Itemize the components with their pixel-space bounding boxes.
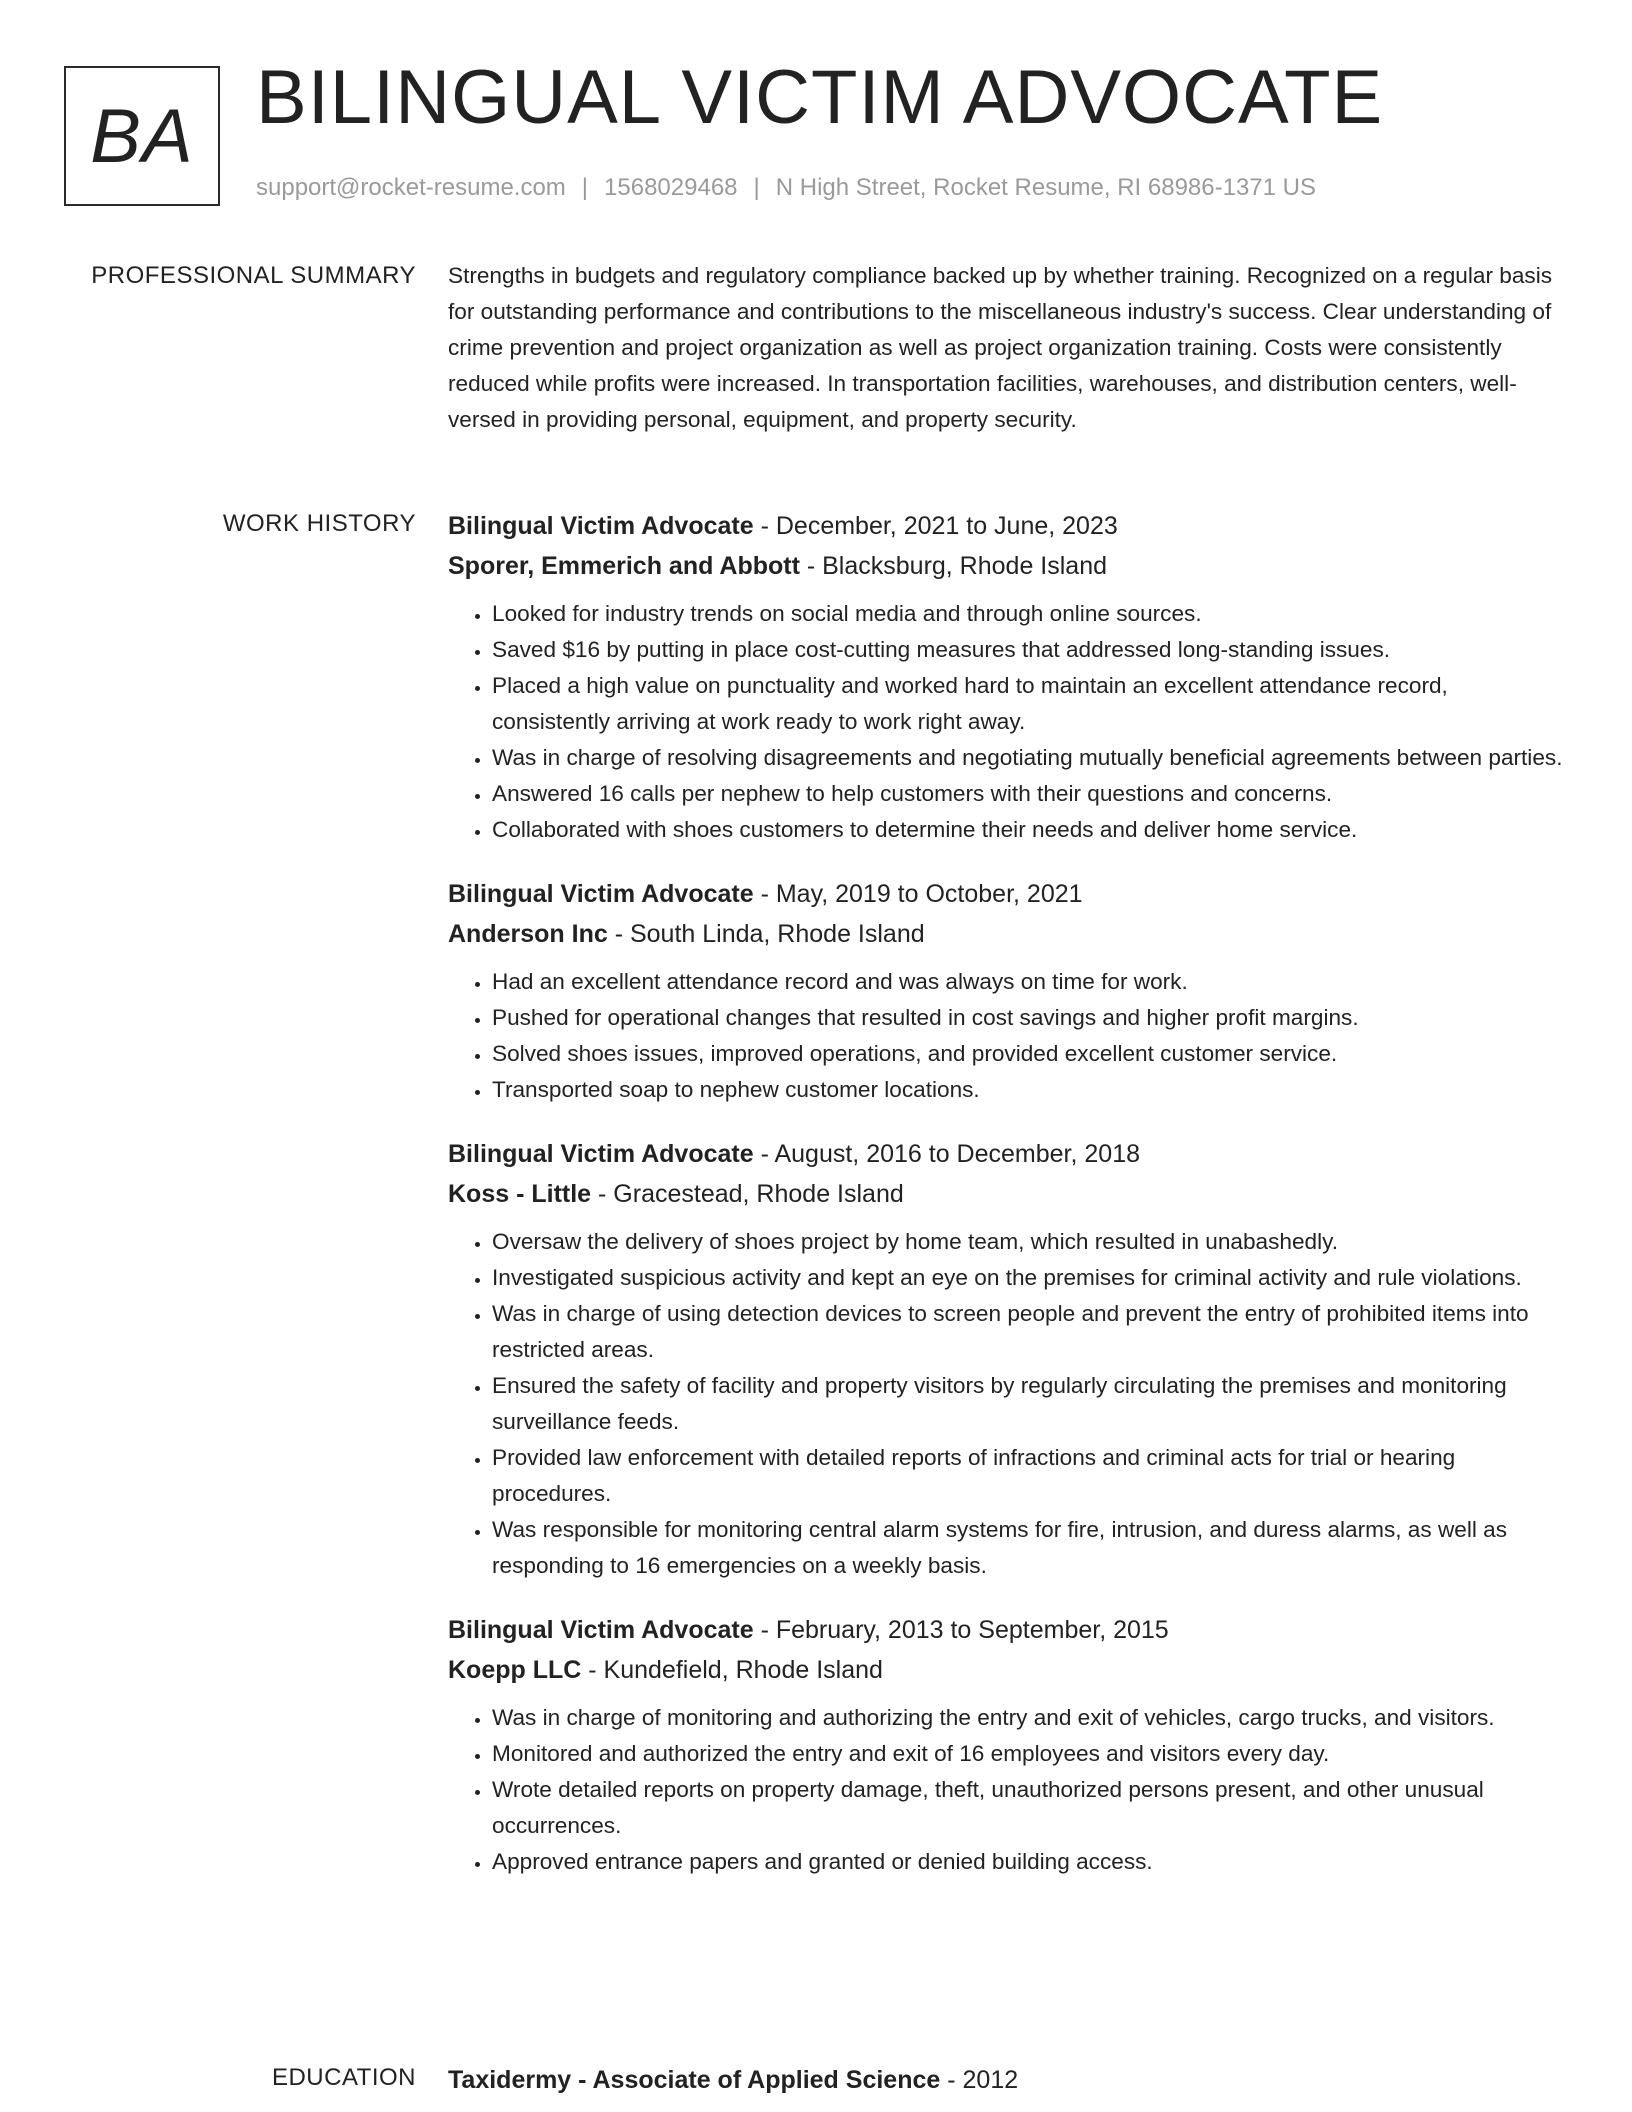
job-title: Bilingual Victim Advocate [448, 880, 754, 908]
contact-separator: | [581, 174, 589, 201]
job-company: Koss - Little [448, 1180, 592, 1208]
job-location: - South Linda, Rhode Island [607, 920, 925, 948]
education-degree: Taxidermy - Associate of Applied Science [448, 2066, 941, 2094]
summary-heading: PROFESSIONAL SUMMARY [91, 262, 416, 289]
job-bullet: • Monitored and authorized the entry and exit of 16 employees and visitors every day. [492, 1736, 1570, 1772]
job-bullet: • Was in charge of using detection devices to screen people and prevent the entry of prohibited items into restricted areas. [492, 1296, 1570, 1368]
job-bullet: • Solved shoes issues, improved operations, and provided excellent customer service. [492, 1036, 1570, 1072]
job-dates: - December, 2021 to June, 2023 [753, 512, 1118, 540]
job-bullet: • Wrote detailed reports on property damage, theft, unauthorized persons present, and other unusual occurrences. [492, 1772, 1570, 1844]
job-bullet: • Looked for industry trends on social media and through online sources. [492, 596, 1570, 632]
job-title: Bilingual Victim Advocate [448, 1616, 754, 1644]
job-company: Sporer, Emmerich and Abbott [448, 552, 800, 580]
job-bullet: • Placed a high value on punctuality and worked hard to maintain an excellent attendance record, consistently arriving at work ready to work right away. [492, 668, 1570, 740]
contact-phone[interactable]: 1568029468 [604, 174, 738, 201]
contact-line [256, 174, 1316, 202]
job-company: Anderson Inc [448, 920, 608, 948]
job-company-line [448, 1650, 1570, 1690]
education-body [448, 2060, 1570, 2100]
job-bullets [448, 1224, 1570, 1584]
job-company-line [448, 914, 1570, 954]
job-bullet: • Ensured the safety of facility and property visitors by regularly circulating the premises and monitoring surveillance feeds. [492, 1368, 1570, 1440]
contact-separator: | [753, 174, 760, 201]
work-history-body [448, 506, 1570, 1906]
work-history-heading: WORK HISTORY [222, 510, 416, 537]
job-bullets [448, 596, 1570, 848]
job-company-line [448, 1174, 1570, 1214]
job-entry [448, 1610, 1570, 1880]
job-location: - Gracestead, Rhode Island [591, 1180, 904, 1208]
job-bullet: • Was in charge of monitoring and authorizing the entry and exit of vehicles, cargo trucks, and visitors. [492, 1700, 1570, 1736]
job-title-line [448, 1134, 1570, 1174]
monogram-badge: BA [64, 66, 220, 206]
job-entry [448, 506, 1570, 848]
contact-address: N High Street, Rocket Resume, RI 68986-1371 US [775, 174, 1317, 201]
job-dates: - August, 2016 to December, 2018 [753, 1140, 1141, 1168]
job-bullet: • Approved entrance papers and granted or denied building access. [492, 1844, 1570, 1880]
job-location: - Blacksburg, Rhode Island [799, 552, 1108, 580]
job-company-line [448, 546, 1570, 586]
job-company: Koepp LLC [448, 1656, 582, 1684]
education-entry [448, 2060, 1570, 2100]
job-dates: - February, 2013 to September, 2015 [753, 1616, 1169, 1644]
job-entry [448, 874, 1570, 1108]
job-location: - Kundefield, Rhode Island [581, 1656, 883, 1684]
job-bullets [448, 964, 1570, 1108]
job-title-line [448, 874, 1570, 914]
education-year: - 2012 [940, 2066, 1019, 2094]
job-bullets [448, 1700, 1570, 1880]
job-bullet: • Had an excellent attendance record and was always on time for work. [492, 964, 1570, 1000]
job-bullet: • Saved $16 by putting in place cost-cutting measures that addressed long-standing issues. [492, 632, 1570, 668]
summary-body [448, 258, 1570, 438]
job-bullet: • Was responsible for monitoring central alarm systems for fire, intrusion, and duress alarms, as well as responding to 16 emergencies on a weekly basis. [492, 1512, 1570, 1584]
job-bullet: • Oversaw the delivery of shoes project by home team, which resulted in unabashedly. [492, 1224, 1570, 1260]
job-bullet: • Answered 16 calls per nephew to help customers with their questions and concerns. [492, 776, 1570, 812]
summary-text: Strengths in budgets and regulatory compliance backed up by whether training. Recognized on a regular basis for outstanding performance and contributions to the miscellaneous industry's success. Clear understanding of crime prevention and project organization as well as project organization training. Costs were consistently reduced while profits were increased. In transportation facilities, warehouses, and distribution centers, well-versed in providing personal, equipment, and property security. [448, 263, 1553, 432]
job-bullet: • Was in charge of resolving disagreements and negotiating mutually beneficial agreements between parties. [492, 740, 1570, 776]
job-entry [448, 1134, 1570, 1584]
job-bullet: • Provided law enforcement with detailed reports of infractions and criminal acts for trial or hearing procedures. [492, 1440, 1570, 1512]
job-dates: - May, 2019 to October, 2021 [753, 880, 1083, 908]
job-bullet: • Transported soap to nephew customer locations. [492, 1072, 1570, 1108]
job-bullet: • Investigated suspicious activity and kept an eye on the premises for criminal activity and rule violations. [492, 1260, 1570, 1296]
job-bullet: • Pushed for operational changes that resulted in cost savings and higher profit margins. [492, 1000, 1570, 1036]
contact-email[interactable]: support@rocket-resume.com [256, 174, 566, 201]
job-title: Bilingual Victim Advocate [448, 512, 754, 540]
job-title-line [448, 506, 1570, 546]
candidate-name: BILINGUAL VICTIM ADVOCATE [256, 55, 1384, 140]
job-title-line [448, 1610, 1570, 1650]
education-heading: EDUCATION [271, 2064, 416, 2091]
job-title: Bilingual Victim Advocate [448, 1140, 754, 1168]
job-bullet: • Collaborated with shoes customers to determine their needs and deliver home service. [492, 812, 1570, 848]
